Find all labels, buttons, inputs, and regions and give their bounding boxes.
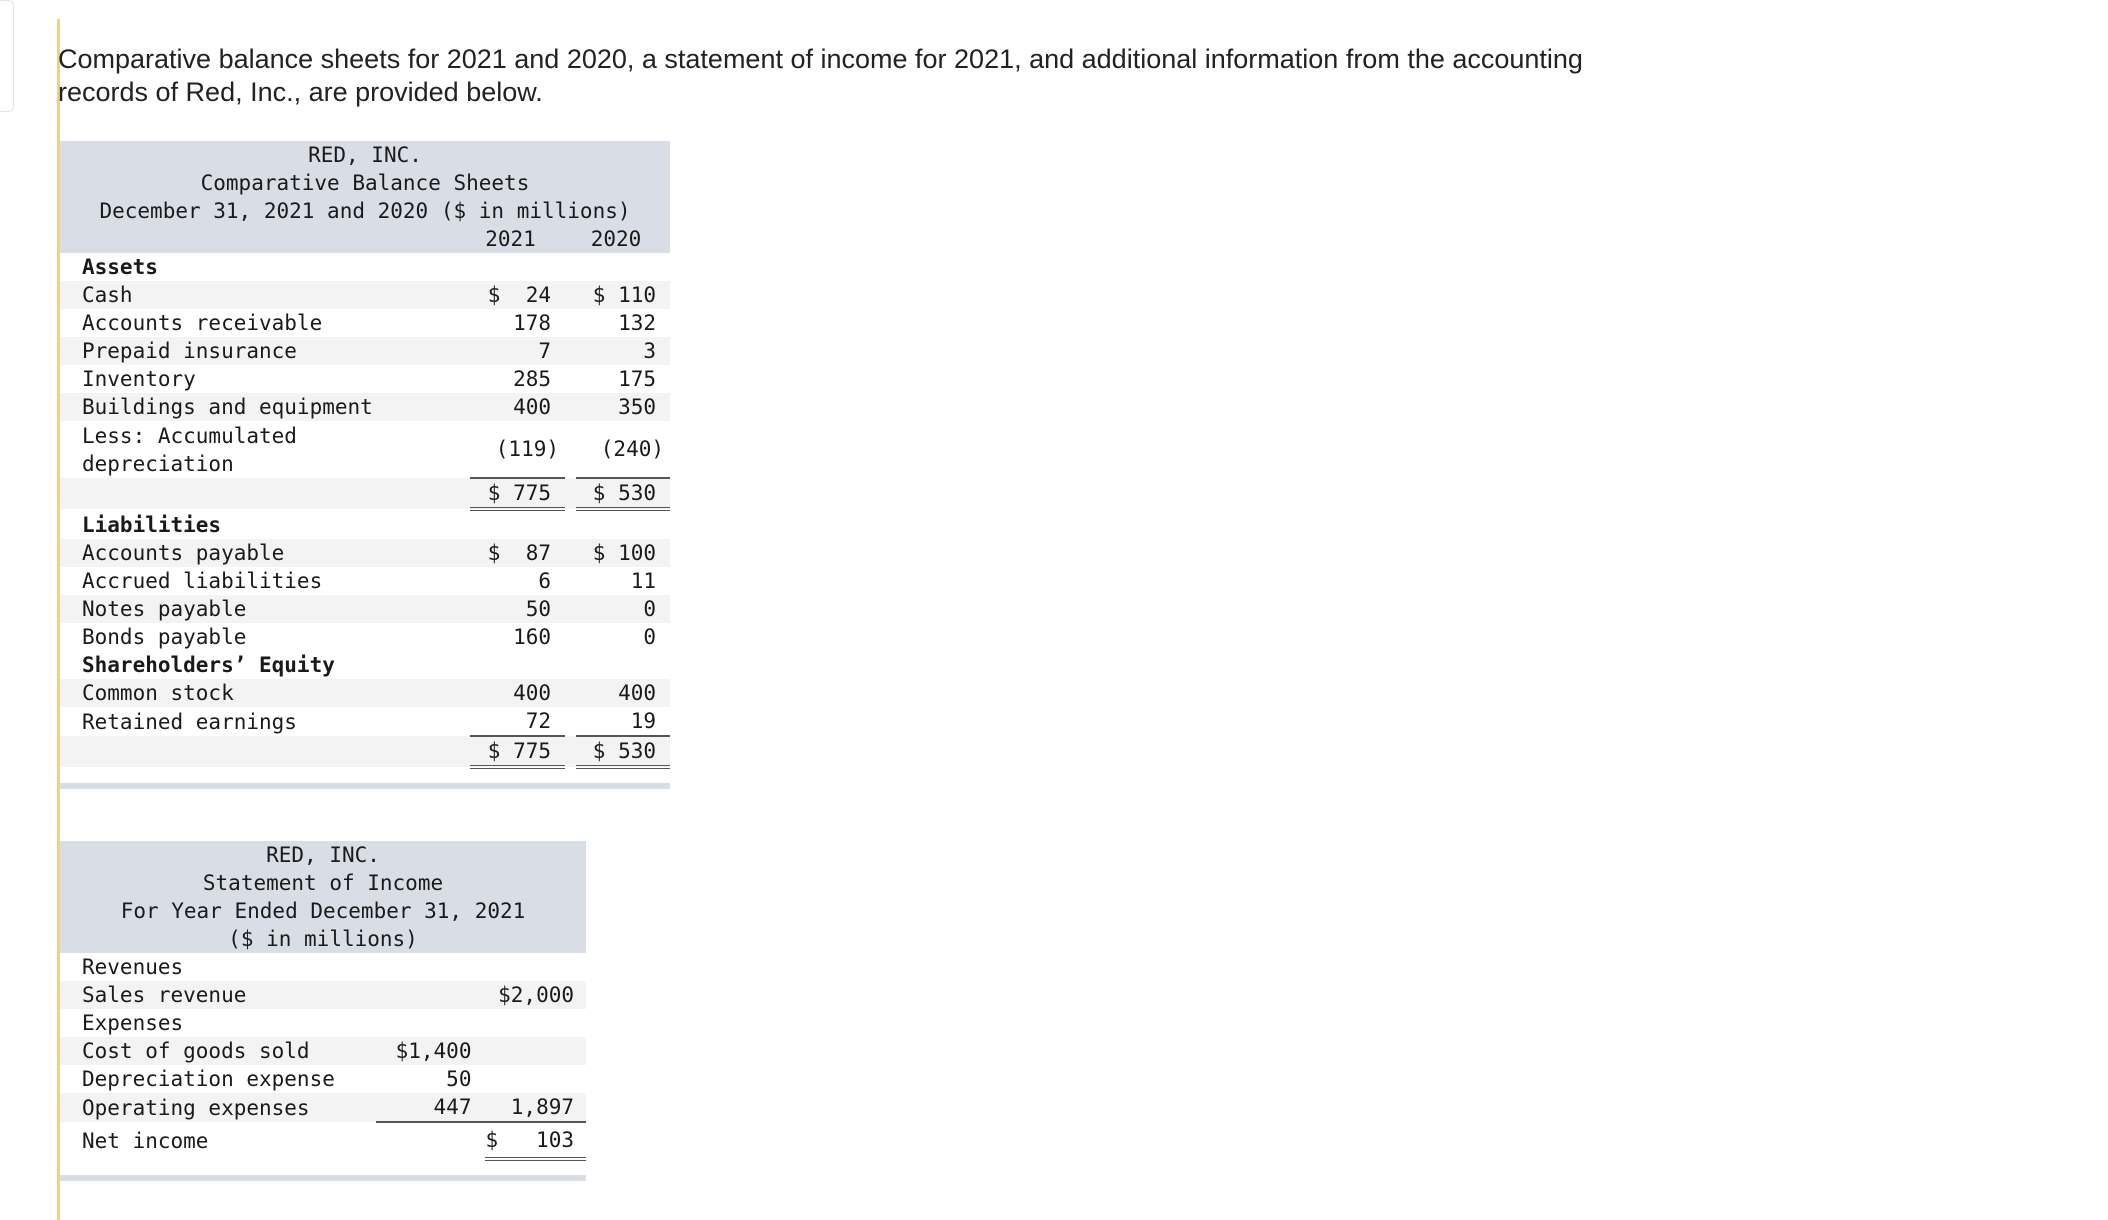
sales-revenue-label: Sales revenue	[60, 981, 376, 1009]
depreciation-expense-value: 50	[446, 1067, 472, 1091]
liability-label: Notes payable	[60, 595, 470, 623]
asset-label: Cash	[60, 281, 470, 309]
equity-heading: Shareholders’ Equity	[82, 653, 335, 677]
expenses-total-value: 1,897	[485, 1093, 586, 1122]
asset-2021: 400	[470, 393, 565, 421]
liability-label: Accrued liabilities	[82, 569, 323, 593]
asset-2021: $ 24	[470, 281, 565, 309]
asset-2020: 132	[618, 311, 656, 335]
liability-2021: $ 87	[470, 539, 565, 567]
is-period: For Year Ended December 31, 2021	[60, 897, 586, 925]
bs-col-2020: 2020	[576, 225, 670, 253]
assets-heading: Assets	[82, 255, 158, 279]
expenses-heading: Expenses	[82, 1011, 184, 1035]
bs-period: December 31, 2021 and 2020 ($ in millions)	[60, 197, 670, 225]
liability-label: Bonds payable	[82, 625, 247, 649]
asset-label: Accounts receivable	[82, 311, 323, 335]
liability-label: Accounts payable	[60, 539, 470, 567]
depreciation-expense-label: Depreciation expense	[82, 1067, 335, 1091]
revenues-heading: Revenues	[82, 955, 184, 979]
asset-2020: $ 110	[576, 281, 670, 309]
is-company: RED, INC.	[60, 841, 586, 869]
equity-2021: 400	[470, 679, 565, 707]
liability-2021: 160	[513, 625, 551, 649]
liability-2021: 6	[538, 569, 551, 593]
net-income-value: $ 103	[485, 1122, 586, 1159]
intro-text: Comparative balance sheets for 2021 and 2020, a statement of income for 2021, and additional information from the accounting records of Red, Inc., are provided below.	[58, 44, 1583, 107]
asset-2020: 175	[618, 367, 656, 391]
equity-2020: 19	[576, 707, 670, 736]
equity-2020: 400	[576, 679, 670, 707]
is-footer-bar	[60, 1175, 586, 1181]
asset-2020: (240)	[576, 421, 670, 478]
is-title: Statement of Income	[60, 869, 586, 897]
asset-label: Less: Accumulated depreciation	[82, 423, 297, 476]
asset-2020: 350	[576, 393, 670, 421]
is-units: ($ in millions)	[60, 925, 586, 953]
asset-label: Prepaid insurance	[60, 337, 470, 365]
corner-card	[0, 0, 14, 112]
liability-2020: 0	[643, 625, 656, 649]
asset-2021: 178	[513, 311, 551, 335]
balance-sheet	[60, 141, 670, 789]
liability-2020: 0	[576, 595, 670, 623]
liability-2020: $ 100	[576, 539, 670, 567]
asset-2021: 7	[470, 337, 565, 365]
asset-2021: (119)	[470, 421, 565, 478]
assets-total-2021: $ 775	[470, 478, 565, 509]
bs-footer-bar	[60, 783, 670, 789]
liability-2021: 50	[470, 595, 565, 623]
operating-expenses-value: 447	[376, 1093, 485, 1122]
equity-2021: 72	[470, 707, 565, 736]
asset-2020: 3	[576, 337, 670, 365]
asset-2021: 285	[513, 367, 551, 391]
net-income-label: Net income	[82, 1128, 209, 1153]
bs-title: Comparative Balance Sheets	[60, 169, 670, 197]
bs-company: RED, INC.	[60, 141, 670, 169]
cogs-label: Cost of goods sold	[60, 1037, 376, 1065]
income-statement	[60, 841, 586, 1181]
bs-col-2021: 2021	[470, 225, 565, 253]
operating-expenses-label: Operating expenses	[60, 1093, 376, 1122]
equity-label: Retained earnings	[82, 709, 297, 734]
equity-label: Common stock	[60, 679, 470, 707]
asset-label: Inventory	[82, 367, 196, 391]
liab-equity-total-2021: $ 775	[470, 736, 565, 767]
assets-total-2020: $ 530	[576, 478, 670, 509]
cogs-value: $1,400	[376, 1037, 485, 1065]
liability-2020: 11	[630, 569, 656, 593]
liabilities-heading: Liabilities	[82, 513, 222, 537]
sales-revenue-value: $2,000	[485, 981, 586, 1009]
asset-label: Buildings and equipment	[60, 393, 470, 421]
liab-equity-total-2020: $ 530	[576, 736, 670, 767]
